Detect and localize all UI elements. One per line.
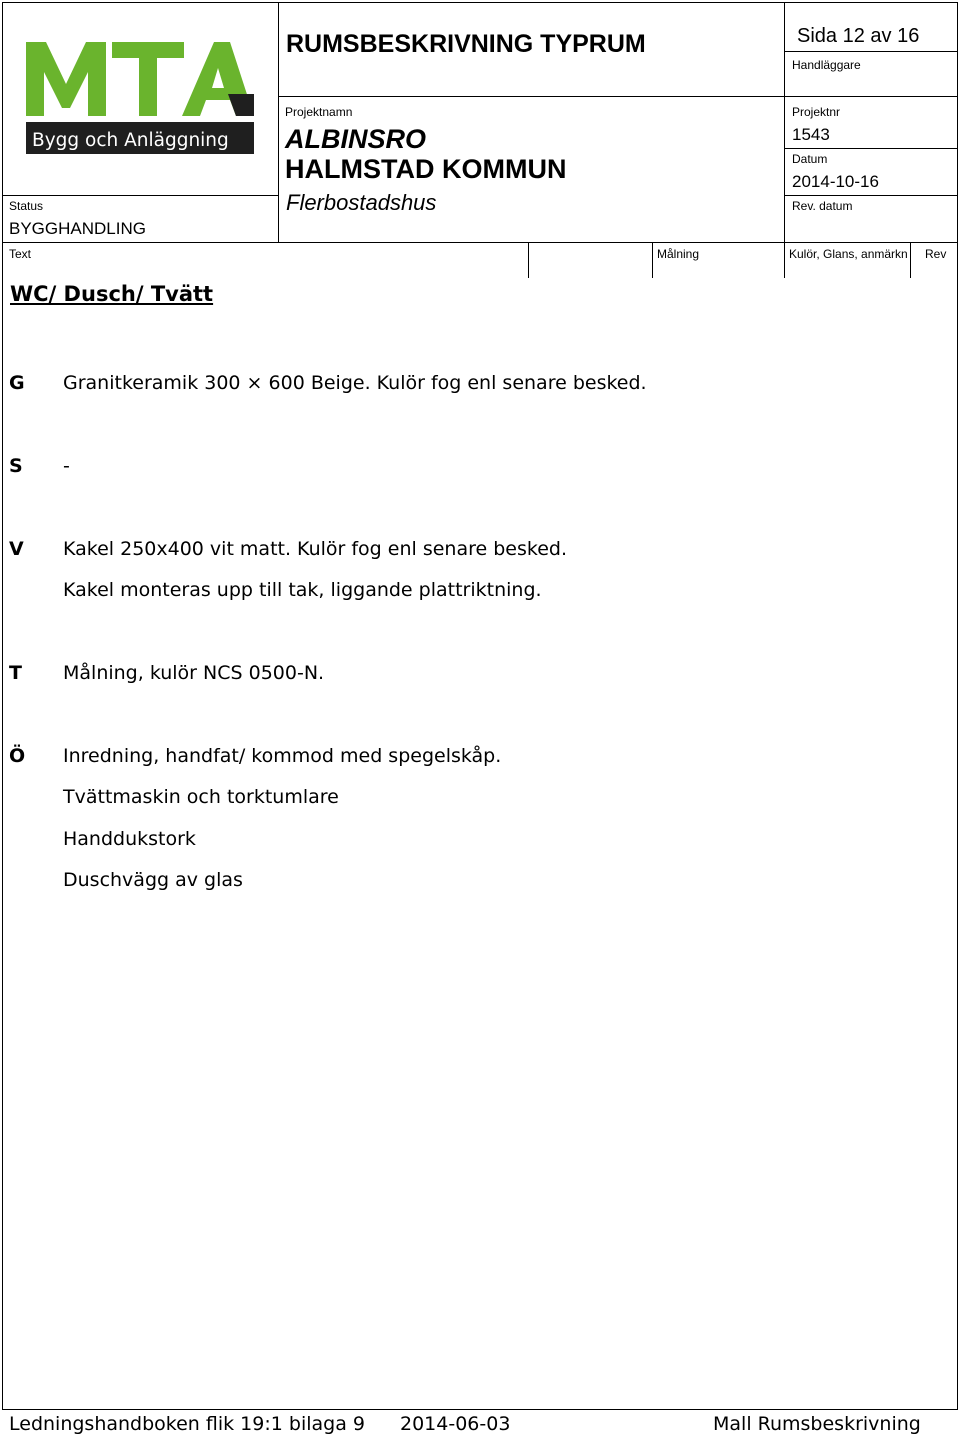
- section-line: Tvättmaskin och torktumlare: [63, 786, 339, 808]
- status-value: BYGGHANDLING: [9, 219, 146, 238]
- divider: [652, 242, 653, 278]
- section-letter-g: G: [9, 372, 25, 394]
- footer-date: 2014-06-03: [400, 1413, 511, 1435]
- project-municipality: HALMSTAD KOMMUN: [285, 154, 567, 184]
- section-line: Duschvägg av glas: [63, 869, 243, 891]
- projektnr-label: Projektnr: [792, 105, 841, 119]
- section-letter-o: Ö: [9, 745, 26, 767]
- divider: [528, 242, 529, 278]
- handlaggare-label: Handläggare: [792, 58, 861, 72]
- divider: [278, 96, 957, 97]
- logo-m-shape: [26, 42, 106, 116]
- divider: [278, 2, 279, 242]
- document-title: RUMSBESKRIVNING TYPRUM: [286, 30, 646, 58]
- logo-t-shape: [112, 42, 184, 116]
- room-title: WC/ Dusch/ Tvätt: [10, 282, 214, 306]
- section-letter-s: S: [9, 455, 23, 477]
- project-type: Flerbostadshus: [286, 190, 437, 215]
- section-line: Granitkeramik 300 × 600 Beige. Kulör fog enl senare besked.: [63, 372, 647, 394]
- divider: [2, 195, 279, 196]
- divider: [2, 242, 957, 243]
- column-rev: Rev: [925, 247, 947, 261]
- section-line: -: [63, 455, 70, 477]
- divider: [784, 148, 957, 149]
- company-logo: [22, 32, 258, 158]
- column-text: Text: [9, 247, 32, 261]
- section-letter-t: T: [9, 662, 22, 684]
- section-line: Målning, kulör NCS 0500-N.: [63, 662, 325, 684]
- revdatum-label: Rev. datum: [792, 199, 853, 213]
- section-line: Handdukstork: [63, 828, 196, 850]
- footer-left: Ledningshandboken flik 19:1 bilaga 9: [9, 1413, 365, 1435]
- footer-right: Mall Rumsbeskrivning: [713, 1413, 921, 1435]
- section-letter-v: V: [9, 538, 24, 560]
- projektnamn-label: Projektnamn: [285, 105, 353, 119]
- divider: [784, 2, 785, 242]
- section-line: Inredning, handfat/ kommod med spegelskåp.: [63, 745, 502, 767]
- datum-value: 2014-10-16: [792, 172, 879, 191]
- section-line: Kakel monteras upp till tak, liggande plattriktning.: [63, 579, 542, 601]
- projektnr-value: 1543: [792, 125, 830, 144]
- column-malning: Målning: [657, 247, 700, 261]
- status-label: Status: [9, 199, 44, 213]
- datum-label: Datum: [792, 152, 828, 166]
- section-line: Kakel 250x400 vit matt. Kulör fog enl senare besked.: [63, 538, 567, 560]
- logo-tagline: Bygg och Anläggning: [32, 130, 229, 151]
- divider: [784, 195, 957, 196]
- column-kulor: Kulör, Glans, anmärkn: [789, 247, 908, 261]
- project-name: ALBINSRO: [285, 124, 426, 154]
- divider: [784, 242, 785, 278]
- divider: [910, 242, 911, 278]
- divider: [784, 51, 957, 52]
- page-frame: [2, 2, 958, 1410]
- page-info: Sida 12 av 16: [797, 25, 920, 47]
